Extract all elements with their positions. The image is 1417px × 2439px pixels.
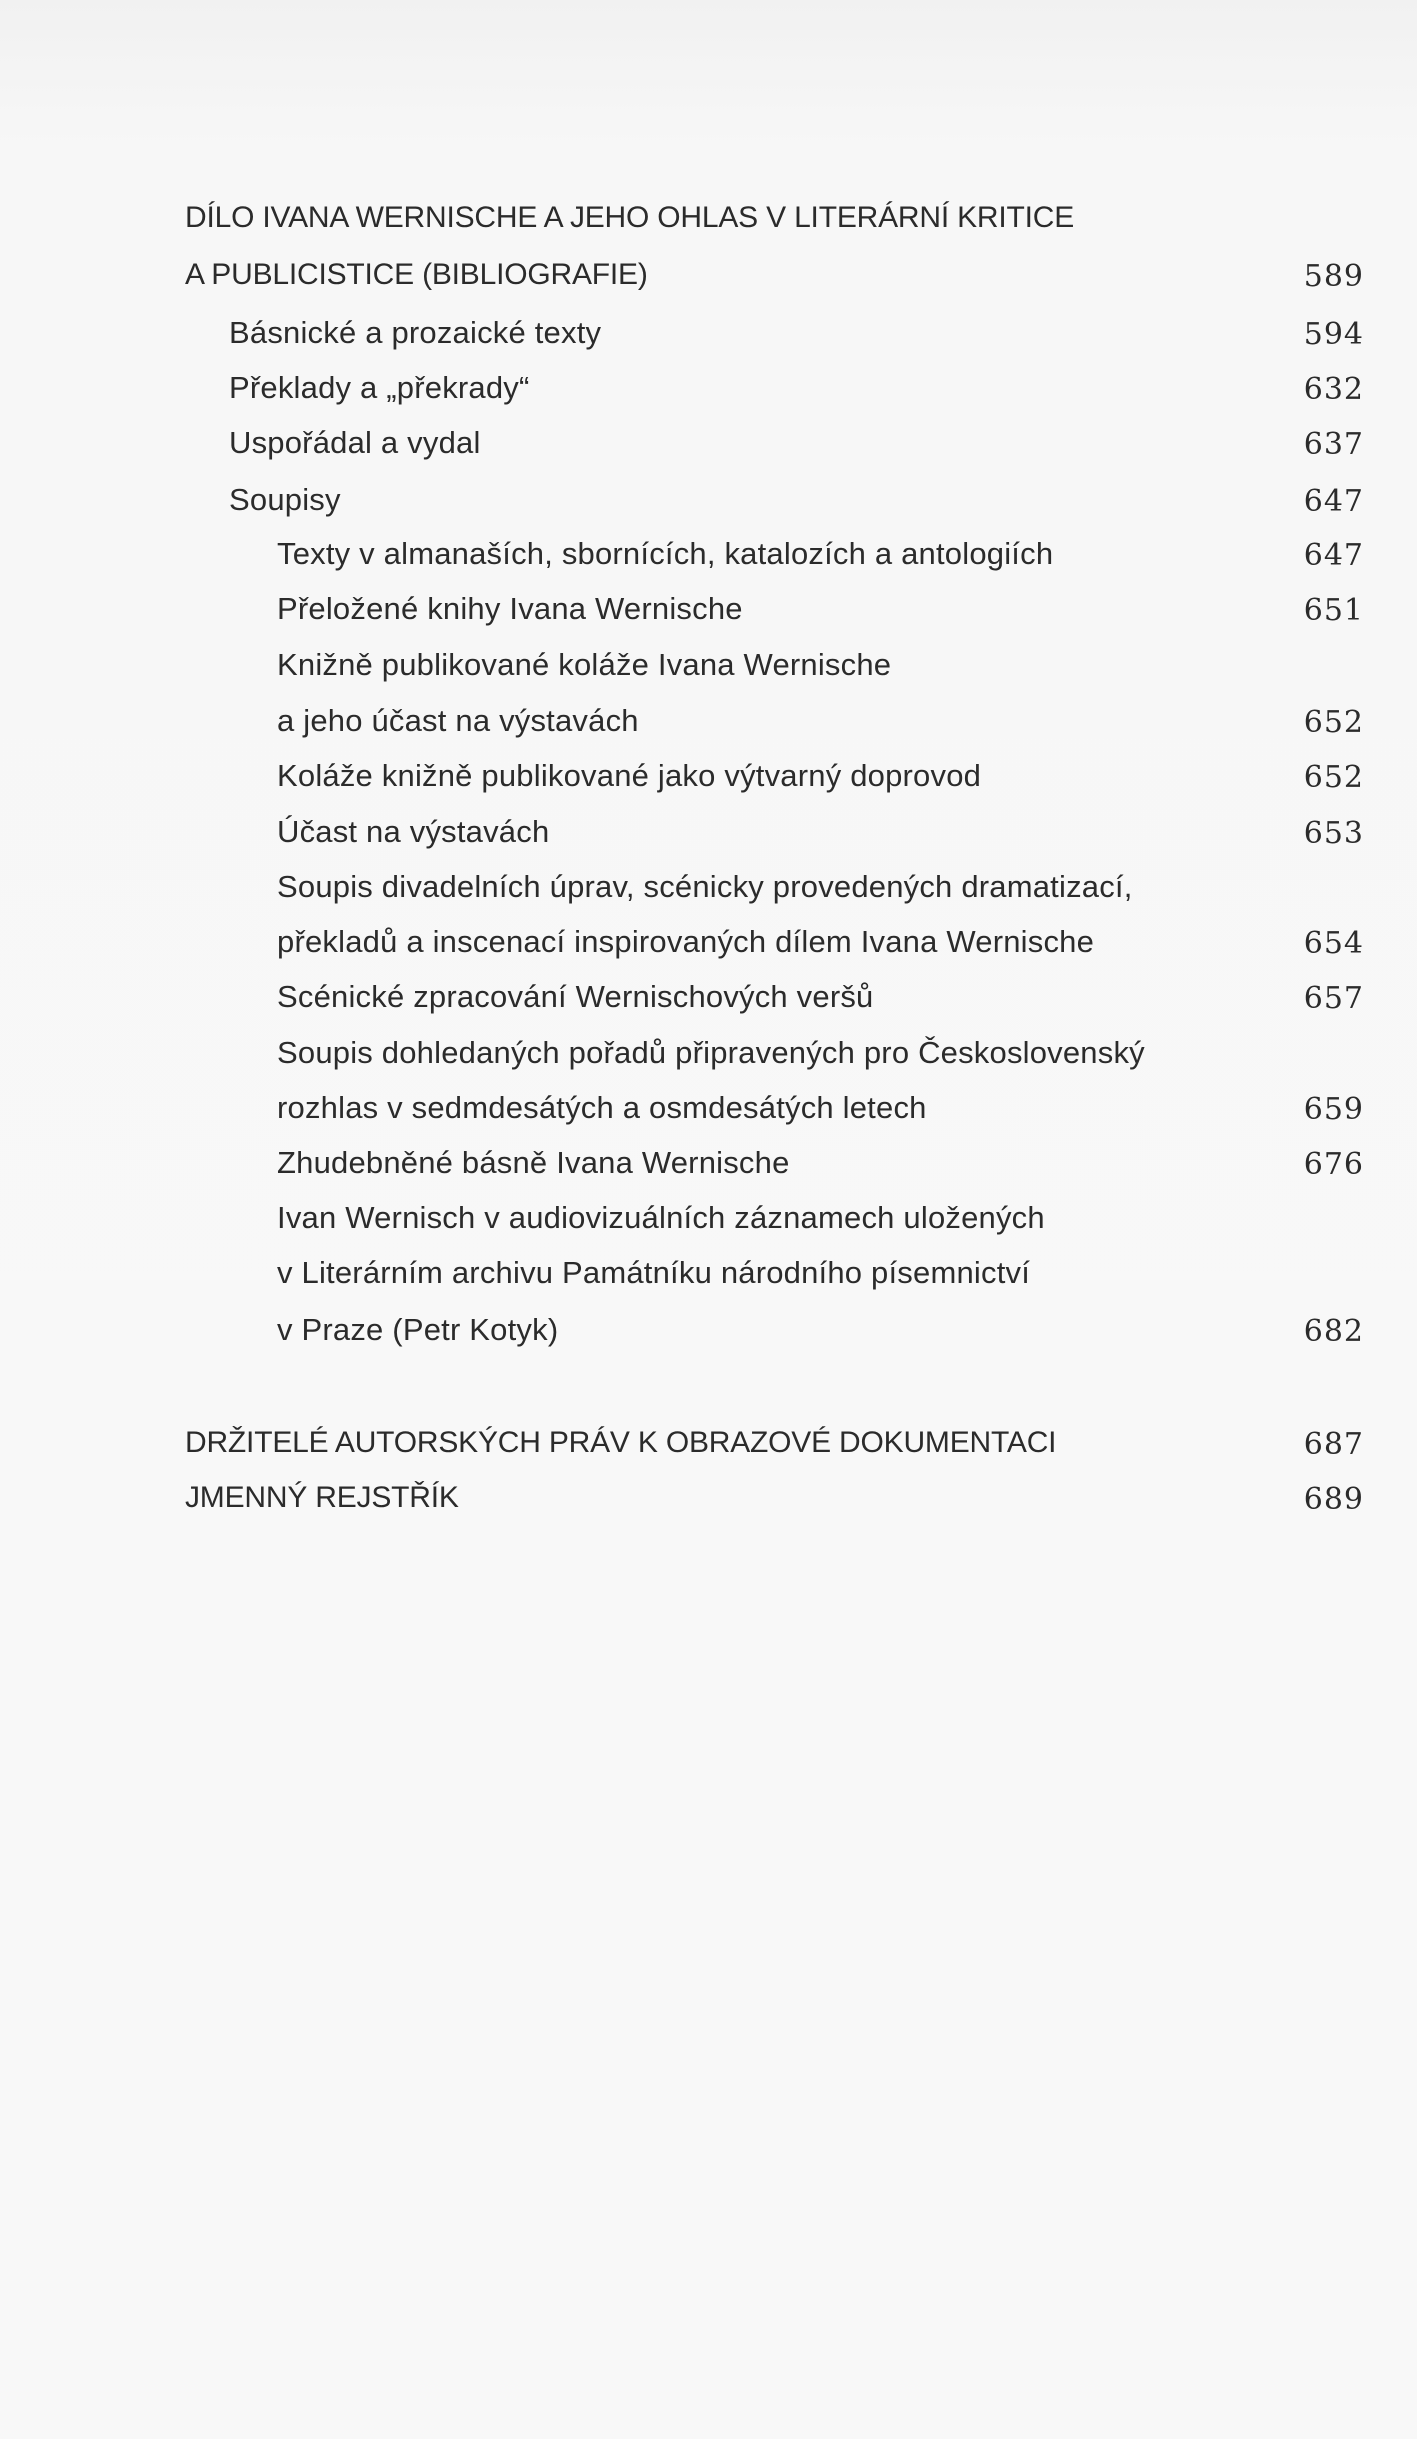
toc-entry-page: 657 bbox=[1303, 981, 1364, 1016]
toc-entry-page: 637 bbox=[1303, 427, 1364, 462]
toc-entry-label: Zhudebněné básně Ivana Wernische bbox=[277, 1145, 790, 1180]
toc-entry-page: 632 bbox=[1303, 372, 1364, 407]
toc-entry-page: 647 bbox=[1303, 538, 1364, 573]
toc-entry-label: Koláže knižně publikované jako výtvarný doprovod bbox=[277, 758, 982, 793]
toc-entry-label: a jeho účast na výstavách bbox=[277, 703, 639, 738]
toc-entry-page: 654 bbox=[1303, 926, 1364, 961]
toc-entry-label: Knižně publikované koláže Ivana Wernische bbox=[277, 647, 892, 682]
toc-entry-page: 652 bbox=[1303, 705, 1364, 740]
toc-entry-label: Soupisy bbox=[229, 482, 341, 517]
section-heading-line1: DÍLO IVANA WERNISCHE A JEHO OHLAS V LITERÁRNÍ KRITICE bbox=[185, 201, 1075, 234]
section-heading-page: 687 bbox=[1303, 1427, 1364, 1462]
section-heading-page: 589 bbox=[1303, 259, 1364, 294]
toc-entry-page: 652 bbox=[1303, 760, 1364, 795]
toc-entry-page: 594 bbox=[1303, 317, 1364, 352]
toc-entry-page: 676 bbox=[1303, 1147, 1364, 1182]
toc-entry-label: Soupis dohledaných pořadů připravených pro Československý bbox=[277, 1035, 1145, 1070]
section-heading-page: 689 bbox=[1303, 1482, 1364, 1517]
section-heading-line2: A PUBLICISTICE (BIBLIOGRAFIE) bbox=[185, 258, 648, 291]
toc-entry-page: 651 bbox=[1303, 593, 1364, 628]
toc-entry-page: 659 bbox=[1303, 1092, 1364, 1127]
toc-entry-label: Překlady a „překrady“ bbox=[229, 370, 530, 405]
section-heading: DRŽITELÉ AUTORSKÝCH PRÁV K OBRAZOVÉ DOKUMENTACI bbox=[185, 1426, 1057, 1459]
section-heading: JMENNÝ REJSTŘÍK bbox=[185, 1481, 459, 1514]
toc-entry-page: 682 bbox=[1303, 1314, 1364, 1349]
toc-entry-label: Básnické a prozaické texty bbox=[229, 315, 602, 350]
toc-entry-label: Uspořádal a vydal bbox=[229, 425, 481, 460]
toc-entry-label: rozhlas v sedmdesátých a osmdesátých letech bbox=[277, 1090, 927, 1125]
toc-entry-label: Účast na výstavách bbox=[277, 814, 550, 849]
toc-entry-label: Texty v almanaších, sbornících, katalozích a antologiích bbox=[277, 536, 1054, 571]
toc-entry-label: v Praze (Petr Kotyk) bbox=[277, 1312, 559, 1347]
toc-entry-label: Scénické zpracování Wernischových veršů bbox=[277, 979, 874, 1014]
toc-entry-label: Přeložené knihy Ivana Wernische bbox=[277, 591, 743, 626]
toc-entry-page: 653 bbox=[1303, 816, 1364, 851]
toc-entry-label: v Literárním archivu Památníku národního písemnictví bbox=[277, 1255, 1031, 1290]
toc-entry-label: překladů a inscenací inspirovaných dílem Ivana Wernische bbox=[277, 924, 1095, 959]
toc-entry-label: Ivan Wernisch v audiovizuálních záznamech uložených bbox=[277, 1200, 1045, 1235]
toc-entry-label: Soupis divadelních úprav, scénicky provedených dramatizací, bbox=[277, 869, 1133, 904]
toc-entry-page: 647 bbox=[1303, 484, 1364, 519]
